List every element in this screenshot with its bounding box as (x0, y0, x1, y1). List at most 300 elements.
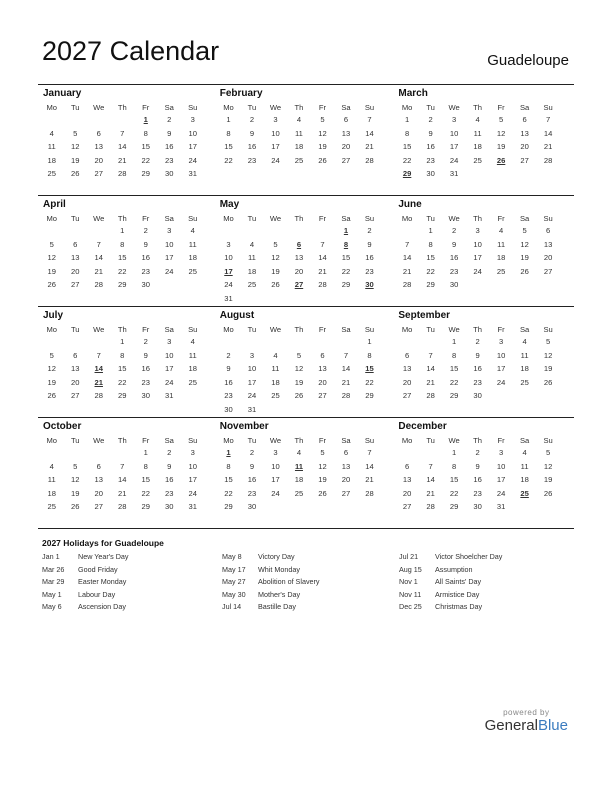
date-cell[interactable]: 8 (226, 128, 231, 138)
date-cell[interactable]: 24 (271, 155, 280, 165)
date-cell[interactable]: 31 (224, 293, 233, 303)
date-cell[interactable]: 2 (367, 226, 372, 236)
date-cell[interactable]: 15 (449, 364, 459, 374)
date-cell[interactable]: 26 (294, 391, 304, 401)
date-cell[interactable]: 29 (224, 502, 233, 512)
date-cell[interactable]: 21 (365, 142, 374, 152)
date-cell[interactable]: 14 (318, 253, 327, 263)
date-cell[interactable]: 30 (141, 391, 150, 401)
date-cell[interactable]: 5 (498, 115, 504, 125)
date-cell[interactable]: 29 (449, 391, 459, 401)
date-cell[interactable]: 4 (296, 115, 302, 125)
date-cell[interactable]: 22 (141, 488, 150, 498)
date-cell[interactable]: 13 (402, 364, 412, 374)
date-cell[interactable]: 24 (165, 266, 174, 276)
date-cell[interactable]: 6 (73, 239, 78, 249)
date-cell[interactable]: 10 (271, 461, 280, 471)
date-cell[interactable]: 13 (402, 475, 412, 485)
date-cell[interactable]: 31 (496, 502, 506, 512)
date-cell[interactable]: 27 (341, 155, 351, 165)
date-cell[interactable]: 15 (141, 475, 150, 485)
date-cell[interactable]: 30 (165, 502, 174, 512)
date-cell[interactable]: 10 (165, 239, 174, 249)
date-cell[interactable]: 27 (341, 488, 351, 498)
date-cell[interactable]: 10 (224, 253, 233, 263)
date-cell[interactable]: 9 (249, 128, 255, 138)
date-cell[interactable]: 30 (165, 169, 174, 179)
date-cell[interactable]: 4 (190, 226, 195, 236)
date-cell[interactable]: 23 (365, 266, 374, 276)
date-cell[interactable]: 10 (473, 239, 482, 249)
date-cell[interactable]: 16 (141, 364, 150, 374)
date-cell[interactable]: 28 (341, 391, 351, 401)
date-cell[interactable]: 26 (543, 377, 553, 387)
date-cell[interactable]: 5 (273, 239, 278, 249)
date-cell[interactable]: 9 (143, 239, 148, 249)
date-cell[interactable]: 17 (271, 142, 280, 152)
date-cell[interactable]: 5 (49, 239, 54, 249)
date-cell[interactable]: 16 (141, 253, 150, 263)
date-cell[interactable]: 21 (426, 488, 435, 498)
date-cell[interactable]: 17 (496, 364, 506, 374)
date-cell[interactable]: 19 (271, 266, 280, 276)
date-cell[interactable]: 12 (543, 350, 553, 360)
date-cell[interactable]: 31 (165, 391, 174, 401)
date-cell[interactable]: 3 (190, 115, 195, 125)
date-cell[interactable]: 24 (224, 280, 233, 290)
date-cell[interactable]: 3 (498, 448, 504, 458)
date-cell[interactable]: 15 (449, 475, 459, 485)
holiday-date-cell[interactable]: 29 (402, 169, 412, 179)
date-cell[interactable]: 21 (402, 266, 412, 276)
date-cell[interactable]: 5 (296, 350, 302, 360)
date-cell[interactable]: 30 (449, 280, 459, 290)
date-cell[interactable]: 23 (224, 391, 233, 401)
date-cell[interactable]: 13 (71, 364, 80, 374)
date-cell[interactable]: 4 (273, 350, 278, 360)
date-cell[interactable]: 8 (226, 461, 231, 471)
date-cell[interactable]: 3 (190, 448, 195, 458)
date-cell[interactable]: 26 (520, 266, 529, 276)
date-cell[interactable]: 19 (543, 364, 553, 374)
date-cell[interactable]: 24 (165, 377, 174, 387)
date-cell[interactable]: 18 (520, 475, 529, 485)
date-cell[interactable]: 1 (226, 115, 231, 125)
date-cell[interactable]: 3 (249, 350, 255, 360)
date-cell[interactable]: 17 (247, 377, 257, 387)
date-cell[interactable]: 24 (473, 266, 482, 276)
date-cell[interactable]: 1 (451, 448, 457, 458)
date-cell[interactable]: 17 (496, 475, 506, 485)
date-cell[interactable]: 18 (294, 475, 304, 485)
holiday-date-cell[interactable]: 14 (94, 364, 103, 374)
date-cell[interactable]: 22 (449, 377, 459, 387)
date-cell[interactable]: 16 (247, 142, 257, 152)
date-cell[interactable]: 7 (428, 461, 433, 471)
date-cell[interactable]: 28 (426, 391, 435, 401)
date-cell[interactable]: 13 (543, 239, 553, 249)
date-cell[interactable]: 17 (165, 364, 174, 374)
holiday-date-cell[interactable]: 1 (226, 448, 231, 458)
date-cell[interactable]: 23 (141, 377, 150, 387)
date-cell[interactable]: 8 (451, 461, 457, 471)
date-cell[interactable]: 14 (426, 364, 435, 374)
date-cell[interactable]: 14 (94, 253, 103, 263)
date-cell[interactable]: 24 (496, 377, 506, 387)
date-cell[interactable]: 25 (47, 502, 56, 512)
date-cell[interactable]: 12 (496, 128, 506, 138)
date-cell[interactable]: 8 (143, 461, 148, 471)
date-cell[interactable]: 1 (120, 337, 125, 347)
date-cell[interactable]: 10 (271, 128, 280, 138)
date-cell[interactable]: 16 (473, 364, 482, 374)
date-cell[interactable]: 11 (497, 239, 506, 249)
date-cell[interactable]: 11 (473, 128, 482, 138)
date-cell[interactable]: 4 (49, 128, 54, 138)
date-cell[interactable]: 29 (426, 280, 435, 290)
date-cell[interactable]: 2 (475, 448, 480, 458)
date-cell[interactable]: 18 (271, 377, 280, 387)
date-cell[interactable]: 20 (318, 377, 327, 387)
date-cell[interactable]: 22 (118, 266, 127, 276)
date-cell[interactable]: 5 (320, 115, 325, 125)
date-cell[interactable]: 20 (543, 253, 553, 263)
date-cell[interactable]: 12 (318, 461, 327, 471)
date-cell[interactable]: 18 (47, 155, 56, 165)
date-cell[interactable]: 12 (520, 239, 529, 249)
date-cell[interactable]: 15 (402, 142, 412, 152)
date-cell[interactable]: 23 (473, 377, 482, 387)
date-cell[interactable]: 12 (271, 253, 280, 263)
date-cell[interactable]: 4 (498, 226, 504, 236)
date-cell[interactable]: 25 (188, 377, 197, 387)
date-cell[interactable]: 29 (141, 169, 150, 179)
date-cell[interactable]: 13 (520, 128, 529, 138)
date-cell[interactable]: 18 (188, 364, 197, 374)
date-cell[interactable]: 26 (543, 488, 553, 498)
date-cell[interactable]: 25 (473, 155, 482, 165)
date-cell[interactable]: 23 (426, 155, 435, 165)
date-cell[interactable]: 15 (118, 253, 127, 263)
date-cell[interactable]: 16 (165, 142, 174, 152)
date-cell[interactable]: 13 (94, 142, 103, 152)
date-cell[interactable]: 7 (343, 350, 349, 360)
date-cell[interactable]: 23 (449, 266, 459, 276)
date-cell[interactable]: 21 (118, 155, 127, 165)
date-cell[interactable]: 7 (367, 115, 372, 125)
date-cell[interactable]: 8 (367, 350, 372, 360)
date-cell[interactable]: 8 (143, 128, 148, 138)
date-cell[interactable]: 30 (247, 502, 257, 512)
date-cell[interactable]: 23 (141, 266, 150, 276)
date-cell[interactable]: 2 (451, 226, 457, 236)
date-cell[interactable]: 25 (520, 377, 529, 387)
date-cell[interactable]: 20 (402, 488, 412, 498)
date-cell[interactable]: 3 (167, 337, 172, 347)
date-cell[interactable]: 15 (118, 364, 127, 374)
date-cell[interactable]: 9 (249, 461, 255, 471)
date-cell[interactable]: 26 (318, 488, 327, 498)
date-cell[interactable]: 5 (320, 448, 325, 458)
date-cell[interactable]: 29 (118, 391, 127, 401)
date-cell[interactable]: 28 (365, 155, 374, 165)
date-cell[interactable]: 9 (428, 128, 433, 138)
date-cell[interactable]: 7 (96, 239, 101, 249)
date-cell[interactable]: 17 (473, 253, 482, 263)
date-cell[interactable]: 8 (120, 239, 125, 249)
date-cell[interactable]: 26 (318, 155, 327, 165)
date-cell[interactable]: 31 (449, 169, 459, 179)
date-cell[interactable]: 6 (73, 350, 78, 360)
date-cell[interactable]: 6 (343, 115, 349, 125)
date-cell[interactable]: 20 (402, 377, 412, 387)
date-cell[interactable]: 3 (226, 239, 231, 249)
date-cell[interactable]: 2 (249, 448, 255, 458)
date-cell[interactable]: 24 (188, 155, 197, 165)
date-cell[interactable]: 19 (71, 155, 80, 165)
date-cell[interactable]: 24 (271, 488, 280, 498)
date-cell[interactable]: 20 (71, 266, 80, 276)
date-cell[interactable]: 22 (118, 377, 127, 387)
date-cell[interactable]: 26 (71, 502, 80, 512)
date-cell[interactable]: 2 (428, 115, 433, 125)
date-cell[interactable]: 18 (520, 364, 529, 374)
date-cell[interactable]: 13 (341, 461, 351, 471)
date-cell[interactable]: 13 (71, 253, 80, 263)
date-cell[interactable]: 7 (428, 350, 433, 360)
date-cell[interactable]: 21 (94, 266, 103, 276)
date-cell[interactable]: 10 (247, 364, 257, 374)
holiday-date-cell[interactable]: 8 (343, 239, 349, 249)
date-cell[interactable]: 11 (47, 142, 56, 152)
date-cell[interactable]: 4 (190, 337, 195, 347)
date-cell[interactable]: 17 (165, 253, 174, 263)
date-cell[interactable]: 28 (318, 280, 327, 290)
date-cell[interactable]: 19 (47, 377, 56, 387)
date-cell[interactable]: 2 (167, 448, 172, 458)
date-cell[interactable]: 31 (247, 404, 257, 414)
date-cell[interactable]: 2 (167, 115, 172, 125)
date-cell[interactable]: 20 (520, 142, 529, 152)
date-cell[interactable]: 22 (402, 155, 412, 165)
date-cell[interactable]: 25 (294, 488, 304, 498)
date-cell[interactable]: 26 (47, 391, 56, 401)
date-cell[interactable]: 21 (543, 142, 553, 152)
date-cell[interactable]: 20 (94, 488, 103, 498)
date-cell[interactable]: 8 (428, 239, 433, 249)
date-cell[interactable]: 6 (320, 350, 325, 360)
date-cell[interactable]: 18 (496, 253, 506, 263)
date-cell[interactable]: 2 (143, 337, 148, 347)
date-cell[interactable]: 21 (341, 377, 351, 387)
date-cell[interactable]: 29 (341, 280, 351, 290)
holiday-date-cell[interactable]: 6 (296, 239, 302, 249)
date-cell[interactable]: 13 (318, 364, 327, 374)
date-cell[interactable]: 30 (473, 391, 482, 401)
date-cell[interactable]: 9 (475, 461, 480, 471)
date-cell[interactable]: 28 (365, 488, 374, 498)
date-cell[interactable]: 22 (426, 266, 435, 276)
date-cell[interactable]: 6 (96, 461, 101, 471)
date-cell[interactable]: 18 (247, 266, 257, 276)
date-cell[interactable]: 25 (188, 266, 197, 276)
date-cell[interactable]: 28 (118, 169, 127, 179)
holiday-date-cell[interactable]: 27 (294, 280, 304, 290)
holiday-date-cell[interactable]: 1 (143, 115, 148, 125)
date-cell[interactable]: 5 (49, 350, 54, 360)
date-cell[interactable]: 19 (543, 475, 553, 485)
date-cell[interactable]: 22 (224, 155, 233, 165)
date-cell[interactable]: 27 (71, 280, 80, 290)
date-cell[interactable]: 22 (141, 155, 150, 165)
date-cell[interactable]: 9 (167, 461, 172, 471)
date-cell[interactable]: 15 (341, 253, 351, 263)
date-cell[interactable]: 16 (224, 377, 233, 387)
date-cell[interactable]: 19 (520, 253, 529, 263)
date-cell[interactable]: 18 (294, 142, 304, 152)
date-cell[interactable]: 4 (249, 239, 255, 249)
holiday-date-cell[interactable]: 17 (224, 266, 233, 276)
date-cell[interactable]: 24 (247, 391, 257, 401)
date-cell[interactable]: 23 (165, 488, 174, 498)
date-cell[interactable]: 18 (188, 253, 197, 263)
date-cell[interactable]: 3 (475, 226, 480, 236)
date-cell[interactable]: 20 (341, 475, 351, 485)
date-cell[interactable]: 23 (473, 488, 482, 498)
date-cell[interactable]: 11 (271, 364, 280, 374)
date-cell[interactable]: 18 (47, 488, 56, 498)
date-cell[interactable]: 21 (365, 475, 374, 485)
date-cell[interactable]: 16 (365, 253, 374, 263)
date-cell[interactable]: 24 (496, 488, 506, 498)
date-cell[interactable]: 7 (545, 115, 551, 125)
date-cell[interactable]: 14 (543, 128, 553, 138)
date-cell[interactable]: 19 (71, 488, 80, 498)
date-cell[interactable]: 7 (367, 448, 372, 458)
date-cell[interactable]: 4 (522, 337, 527, 347)
date-cell[interactable]: 29 (141, 502, 150, 512)
date-cell[interactable]: 22 (449, 488, 459, 498)
date-cell[interactable]: 6 (343, 448, 349, 458)
date-cell[interactable]: 10 (165, 350, 174, 360)
date-cell[interactable]: 3 (167, 226, 172, 236)
date-cell[interactable]: 14 (426, 475, 435, 485)
date-cell[interactable]: 25 (247, 280, 257, 290)
date-cell[interactable]: 14 (118, 142, 127, 152)
date-cell[interactable]: 27 (402, 391, 412, 401)
date-cell[interactable]: 6 (522, 115, 527, 125)
holiday-date-cell[interactable]: 11 (294, 461, 303, 471)
date-cell[interactable]: 11 (520, 350, 529, 360)
date-cell[interactable]: 15 (426, 253, 435, 263)
date-cell[interactable]: 2 (226, 350, 231, 360)
date-cell[interactable]: 12 (71, 475, 80, 485)
date-cell[interactable]: 3 (498, 337, 504, 347)
date-cell[interactable]: 31 (188, 169, 197, 179)
date-cell[interactable]: 1 (120, 226, 125, 236)
date-cell[interactable]: 13 (341, 128, 351, 138)
date-cell[interactable]: 2 (475, 337, 480, 347)
date-cell[interactable]: 25 (47, 169, 56, 179)
date-cell[interactable]: 25 (294, 155, 304, 165)
holiday-date-cell[interactable]: 21 (94, 377, 103, 387)
date-cell[interactable]: 16 (449, 253, 459, 263)
date-cell[interactable]: 5 (545, 448, 551, 458)
date-cell[interactable]: 5 (522, 226, 527, 236)
date-cell[interactable]: 21 (118, 488, 127, 498)
date-cell[interactable]: 1 (451, 337, 457, 347)
date-cell[interactable]: 7 (96, 350, 101, 360)
date-cell[interactable]: 2 (249, 115, 255, 125)
date-cell[interactable]: 25 (496, 266, 506, 276)
date-cell[interactable]: 4 (296, 448, 302, 458)
holiday-date-cell[interactable]: 25 (520, 488, 529, 498)
date-cell[interactable]: 27 (520, 155, 529, 165)
date-cell[interactable]: 8 (120, 350, 125, 360)
date-cell[interactable]: 17 (271, 475, 280, 485)
date-cell[interactable]: 14 (365, 128, 374, 138)
date-cell[interactable]: 8 (404, 128, 410, 138)
date-cell[interactable]: 7 (404, 239, 410, 249)
date-cell[interactable]: 16 (473, 475, 482, 485)
date-cell[interactable]: 22 (365, 377, 374, 387)
date-cell[interactable]: 28 (118, 502, 127, 512)
date-cell[interactable]: 19 (496, 142, 506, 152)
date-cell[interactable]: 22 (341, 266, 351, 276)
date-cell[interactable]: 6 (96, 128, 101, 138)
date-cell[interactable]: 3 (273, 448, 278, 458)
date-cell[interactable]: 9 (475, 350, 480, 360)
date-cell[interactable]: 14 (341, 364, 351, 374)
date-cell[interactable]: 26 (47, 280, 56, 290)
date-cell[interactable]: 7 (320, 239, 325, 249)
date-cell[interactable]: 28 (426, 502, 435, 512)
date-cell[interactable]: 28 (94, 391, 103, 401)
date-cell[interactable]: 5 (73, 461, 78, 471)
date-cell[interactable]: 5 (545, 337, 551, 347)
date-cell[interactable]: 18 (473, 142, 482, 152)
date-cell[interactable]: 10 (449, 128, 459, 138)
date-cell[interactable]: 10 (496, 461, 506, 471)
date-cell[interactable]: 31 (188, 502, 197, 512)
date-cell[interactable]: 20 (341, 142, 351, 152)
holiday-date-cell[interactable]: 26 (496, 155, 506, 165)
date-cell[interactable]: 25 (271, 391, 280, 401)
date-cell[interactable]: 27 (94, 502, 103, 512)
date-cell[interactable]: 10 (188, 128, 197, 138)
date-cell[interactable]: 16 (165, 475, 174, 485)
date-cell[interactable]: 29 (449, 502, 459, 512)
date-cell[interactable]: 16 (426, 142, 435, 152)
date-cell[interactable]: 12 (47, 364, 56, 374)
date-cell[interactable]: 3 (451, 115, 457, 125)
date-cell[interactable]: 11 (188, 350, 197, 360)
date-cell[interactable]: 9 (451, 239, 457, 249)
date-cell[interactable]: 12 (294, 364, 304, 374)
date-cell[interactable]: 24 (449, 155, 459, 165)
date-cell[interactable]: 13 (94, 475, 103, 485)
date-cell[interactable]: 28 (94, 280, 103, 290)
date-cell[interactable]: 17 (188, 142, 197, 152)
date-cell[interactable]: 12 (318, 128, 327, 138)
date-cell[interactable]: 7 (120, 461, 125, 471)
date-cell[interactable]: 6 (404, 350, 410, 360)
date-cell[interactable]: 9 (167, 128, 172, 138)
date-cell[interactable]: 6 (404, 461, 410, 471)
date-cell[interactable]: 11 (47, 475, 56, 485)
date-cell[interactable]: 4 (49, 461, 54, 471)
date-cell[interactable]: 19 (294, 377, 304, 387)
